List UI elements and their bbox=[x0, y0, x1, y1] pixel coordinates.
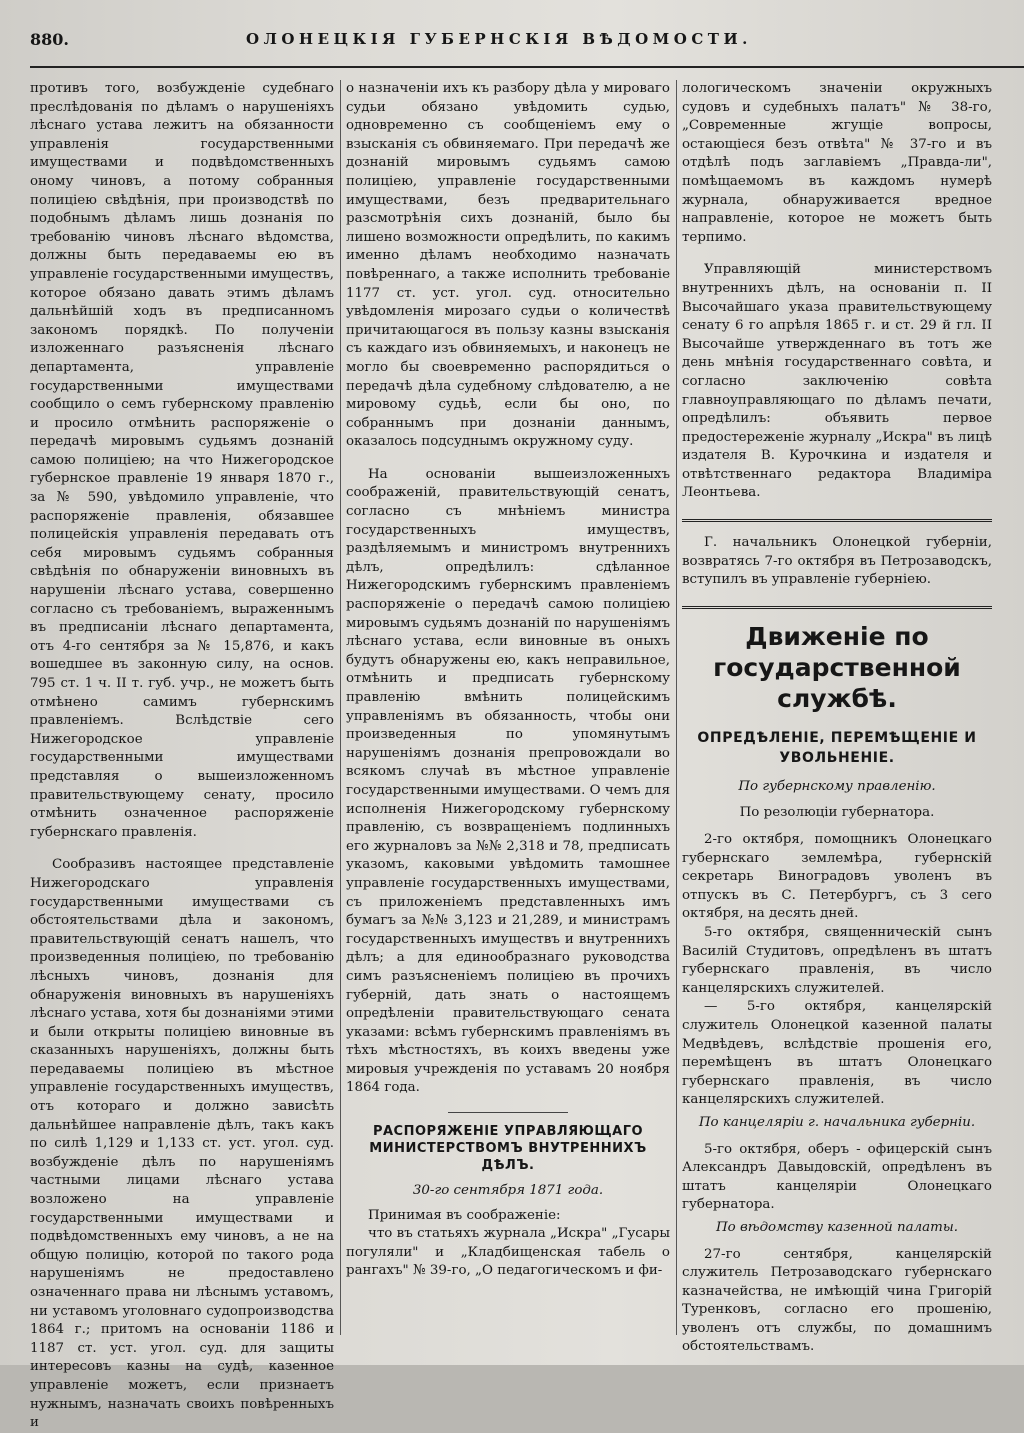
column-divider bbox=[676, 80, 677, 1335]
subheading: По вѣдомству казенной палаты. bbox=[715, 1219, 959, 1235]
header-rule bbox=[30, 66, 1024, 68]
paragraph: лологическомъ значеніи окружныхъ судовъ и судебныхъ палатъ" № 38-го, „Современные жгущіе вопросы, остающіеся безъ отвѣта" № 37-го и въ отдѣлѣ подъ заглавіемъ „Правда-ли", помѣщаемомъ въ каждомъ нумерѣ журнала, обнаруживается вредное направленіе, которое не можетъ быть терпимо. bbox=[682, 81, 992, 245]
section-heading-large: Движеніе по государственной службѣ. bbox=[713, 621, 961, 713]
paragraph: 5-го октября, священническій сынъ Василій Студитовъ, опредѣленъ въ штатъ губернскаго правленія, въ число канцелярскихъ служителей. bbox=[682, 925, 992, 996]
paragraph: противъ того, возбужденіе судебнаго преслѣдованія по дѣламъ о нарушеніяхъ лѣснаго устава лежитъ на обязанности управленія государственными имуществами и подвѣдомственныхъ оному чиновъ, а потому собранныя полиціею свѣдѣнія, при производствѣ по подобнымъ дѣламъ лишь дознанія по требованію чиновъ лѣснаго вѣдомства, должны быть передаваемы ею въ управленіе государственными имуществъ, которое обязано давать этимъ дѣламъ дальнѣйшій ходъ въ предписанномъ закономъ порядкѣ. По полученіи изложеннаго разъясненія лѣснаго департамента, управленіе государственными имуществами сообщило о семъ губернскому правленію и просило отмѣнить распоряженіе о передачѣ мировымъ судьямъ дознаній самою полиціею; на что Нижегородское губернское правленіе 19 января 1870 г., за № 590, увѣдомило управленіе, что распоряженіе правленія, обязавшее полицейскія управленія передавать отъ себя мировымъ судьямъ собранныя свѣдѣнія по обнаруженіи виновныхъ въ нарушеніи лѣснаго устава, совершенно согласно съ требованіемъ, выраженнымъ въ предписаніи лѣснаго департамента, отъ 4-го сентября за № 15,876, и какъ вошедшее въ законную силу, на основ. 795 ст. 1 ч. II т. губ. учр., не можетъ быть отмѣнено самимъ губернскимъ правленіемъ. Вслѣдствіе сего Нижегородское управленіе государственными имуществами представляя о вышеизложенномъ правительствующему сенату, просило отмѣнить означенное распоряженіе губернскаго правленія. bbox=[30, 81, 334, 840]
subheading: По резолюціи губернатора. bbox=[739, 805, 935, 821]
date-line: 30-го сентября 1871 года. bbox=[412, 1183, 604, 1199]
paragraph: Управляющій министерствомъ внутреннихъ дѣлъ, на основаніи п. II Высочайшаго указа правительствующему сенату 6 го апрѣля 1865 г. и ст. 29 й гл. II Высочайше утвержденнаго въ тотъ же день мнѣнія государственнаго совѣта, и согласно заключенію совѣта главноуправляющаго по дѣламъ печати, опредѣлилъ: объявить первое предостереженіе журналу „Искра" въ лицѣ издателя В. Курочкина и издателя и отвѣтственнаго редактора Владиміра Леонтьева. bbox=[682, 262, 992, 501]
paragraph: о назначеніи ихъ къ разбору дѣла у мироваго судьи обязано увѣдомить судью, одновременно съ сообщеніемъ ему о взысканія съ обвиняемаго. При передачѣ же дознаній мировымъ судьямъ самою полиціею, управленіе государственными имуществами, безъ предварительнаго разсмотрѣнія сихъ дознаній, было бы лишено возможности опредѣлить, по какимъ именно дѣламъ необходимо назначать повѣреннаго, а также исполнить требованіе 1177 ст. уст. угол. суд. относительно увѣдомленія мирозаго судьи о количествѣ причитающагося въ пользу казны взысканія съ каждаго изъ обвиняемыхъ, и наконецъ не могло бы своевременно распорядиться о передачѣ дѣла судебному слѣдователю, а не мировому судьѣ, если бы оно, по собраннымъ при дознаніи даннымъ, оказалось подсуднымъ окружному суду. bbox=[346, 81, 670, 450]
page-header bbox=[30, 26, 1024, 66]
paragraph: Г. начальникъ Олонецкой губерніи, возвратясь 7-го октября въ Петрозаводскъ, вступилъ въ управленіе губерніею. bbox=[682, 535, 992, 588]
paragraph: На основаніи вышеизложенныхъ соображеній, правительствующій сенатъ, согласно съ мнѣніемъ министра государственныхъ имуществъ, раздѣляемымъ и министромъ внутреннихъ дѣлъ, опредѣлилъ: сдѣланное Нижегородскимъ губернскимъ правленіемъ распоряженіе о передачѣ самою полиціею мировымъ судьямъ дознаній по нарушеніямъ лѣснаго устава, если виновные въ оныхъ будутъ обнаружены ею, какъ неправильное, отмѣнить и предписать губернскому правленію вмѣнить полицейскимъ управленіямъ въ обязанность, чтобы они произведенныя по упомянутымъ нарушеніямъ дознанія препровождали во всякомъ случаѣ въ мѣстное управленіе государственными имуществами. О чемъ для исполненія Нижегородскому губернскому правленію, съ возвращеніемъ подлинныхъ его журналовъ за №№ 2,318 и 78, предписать указомъ, каковыми увѣдомить тамошнее управленіе государственныхъ имуществами, съ приложеніемъ представленныхъ имъ бумагъ за №№ 3,123 и 21,289, и министрамъ государственныхъ имуществъ и внутреннихъ дѣлъ; а для единообразнаго руководства симъ разъясненіемъ полиціею въ прочихъ губерній, дать знать о настоящемъ опредѣленіи правительствующаго сената указами: всѣмъ губернскимъ правленіямъ въ тѣхъ мѣстностяхъ, въ коихъ введены уже мировыя учрежденія по уставамъ 20 ноября 1864 года. bbox=[346, 466, 671, 1096]
paragraph: — 5-го октября, канцелярскій служитель Олонецкой казенной палаты Медвѣдевъ, вслѣдствіе прошенія его, перемѣщенъ въ штатъ Олонецкаго губернскаго правленія, въ число канцелярскихъ служителей. bbox=[682, 999, 992, 1108]
separator bbox=[682, 519, 992, 522]
subsection-heading: ОПРЕДѢЛЕНІЕ, ПЕРЕМѢЩЕНІЕ И УВОЛЬНЕНІЕ. bbox=[697, 729, 977, 766]
column-2 bbox=[346, 80, 670, 1335]
paragraph: Сообразивъ настоящее представленіе Нижегородскаго управленія государственными имуществами съ обстоятельствами дѣла и закономъ, правительствующій сенатъ нашелъ, что произведенныя полиціею, по требованію лѣсныхъ чиновъ, дознанія для обнаруженія виновныхъ въ нарушеніяхъ лѣснаго устава, хотя бы дознаніями этими и были открыты полиціею виновные въ сказанныхъ нарушеніяхъ, должны быть передаваемы полиціею въ мѣстное управленіе государственныхъ имуществъ, отъ котораго и должно зависѣть дальнѣйшее направленіе дѣлъ, такъ какъ по силѣ 1,129 и 1,133 ст. уст. угол. суд. возбужденіе дѣлъ по нарушеніямъ частными лицами лѣснаго устава возложено на управленіе государственными имуществами и подвѣдомственныхъ ему чиновъ, а не на общую полицію, которой по такого рода нарушеніямъ не предоставлено означеннаго права ни лѣснымъ уставомъ, ни уставомъ уголовнаго судопроизводства 1864 г.; притомъ на основаніи 1186 и 1187 ст. уст. угол. суд. для защиты интересовъ казны на судѣ, казенное управленіе можетъ, если признаетъ нужнымъ, назначать своихъ повѣренныхъ и bbox=[30, 857, 334, 1431]
paragraph: что въ статьяхъ журнала „Искра" „Гусары погуляли" и „Кладбищенская табель о рангахъ" № 39-го, „О педагогическомъ и фи- bbox=[346, 1226, 670, 1279]
column-divider bbox=[340, 80, 341, 1335]
subheading: По губернскому правленію. bbox=[738, 778, 936, 794]
paragraph: 5-го октября, оберъ - офицерскій сынъ Александръ Давыдовскій, опредѣленъ въ штатъ канцеляріи Олонецкаго губернатора. bbox=[682, 1141, 992, 1213]
paragraph: 2-го октября, помощникъ Олонецкаго губернскаго землемѣра, губернскій секретарь Виноградовъ уволенъ въ отпускъ въ С. Петербургъ, съ 3 сего октября, на десять дней. bbox=[682, 832, 992, 922]
column-3 bbox=[682, 80, 992, 1355]
paragraph: Принимая въ соображеніе: bbox=[368, 1207, 561, 1223]
separator bbox=[448, 1112, 568, 1113]
section-heading: РАСПОРЯЖЕНІЕ УПРАВЛЯЮЩАГО МИНИСТЕРСТВОМЪ ВНУТРЕННИХЪ ДѢЛЪ. bbox=[369, 1124, 647, 1174]
separator bbox=[682, 606, 992, 609]
paragraph: 27-го сентября, канцелярскій служитель Петрозаводскаго губернскаго казначейства, не имѣющій чина Григорій Туренковъ, согласно его прошенію, уволенъ отъ службы, по домашнимъ обстоятельствамъ. bbox=[682, 1246, 992, 1355]
page-number: 880. bbox=[30, 30, 69, 49]
newspaper-title: ОЛОНЕЦКІЯ ГУБЕРНСКІЯ ВѢДОМОСТИ. bbox=[246, 30, 752, 48]
subheading: По канцеляріи г. начальника губерніи. bbox=[698, 1114, 976, 1130]
column-1 bbox=[30, 80, 334, 1431]
